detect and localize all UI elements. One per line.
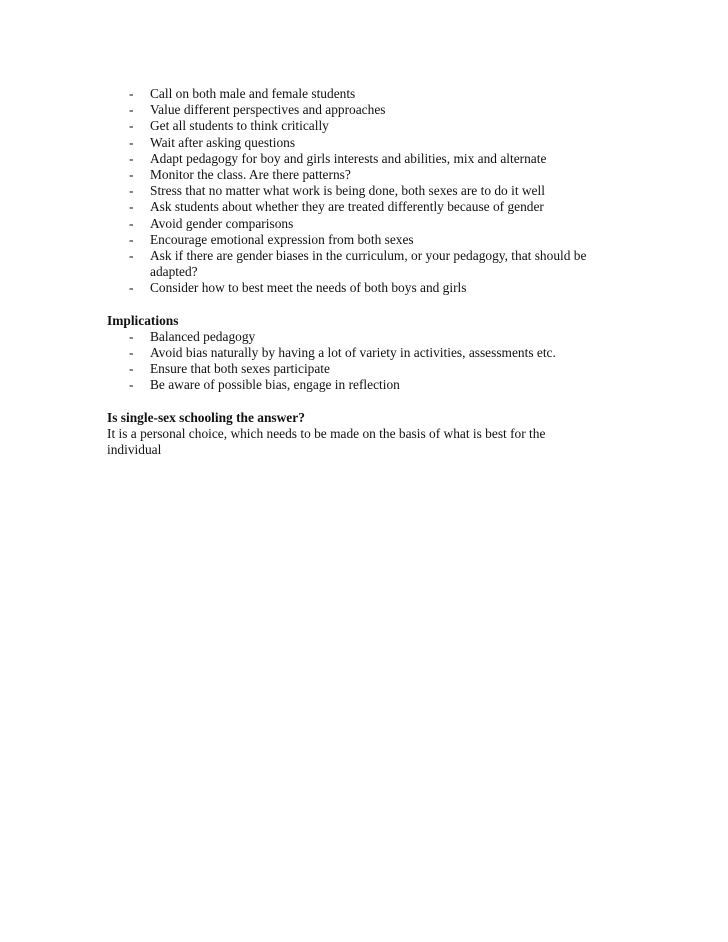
list-item <box>107 118 627 134</box>
section-spacer <box>107 297 627 313</box>
list-item <box>107 361 627 377</box>
section-spacer <box>107 394 627 410</box>
dash-bullet: - <box>129 377 134 393</box>
list-item <box>107 86 627 102</box>
list-item-text: Avoid bias naturally by having a lot of variety in activities, assessments etc. <box>150 345 556 361</box>
list-item-text: Avoid gender comparisons <box>150 215 294 231</box>
dash-bullet: - <box>129 118 134 134</box>
list-item-text: Encourage emotional expression from both sexes <box>150 231 414 247</box>
list-item <box>107 216 627 232</box>
dash-bullet: - <box>129 150 134 166</box>
dash-bullet: - <box>129 361 134 377</box>
list-item-text: Consider how to best meet the needs of both boys and girls <box>150 280 467 296</box>
list-item-text: Be aware of possible bias, engage in reflection <box>150 377 400 393</box>
dash-bullet: - <box>129 231 134 247</box>
list-item <box>107 232 627 248</box>
dash-bullet: - <box>129 280 134 296</box>
list-item <box>107 151 627 167</box>
list-item <box>107 377 627 393</box>
dash-bullet: - <box>129 328 134 344</box>
list-item-text: Ask if there are gender biases in the curriculum, or your pedagogy, that should be adapted? <box>150 248 587 280</box>
list-item <box>107 280 627 296</box>
dash-bullet: - <box>129 183 134 199</box>
list-item <box>107 248 627 280</box>
list-item-text: Value different perspectives and approaches <box>150 102 386 118</box>
list-item-text: Monitor the class. Are there patterns? <box>150 167 351 183</box>
dash-bullet: - <box>129 134 134 150</box>
list-item <box>107 135 627 151</box>
list-item <box>107 329 627 345</box>
list-item <box>107 199 627 215</box>
list-item-text: Stress that no matter what work is being done, both sexes are to do it well <box>150 183 545 199</box>
implications-list <box>107 329 627 394</box>
dash-bullet: - <box>129 215 134 231</box>
implications-heading: Implications <box>107 312 179 328</box>
single-sex-heading: Is single-sex schooling the answer? <box>107 409 305 425</box>
dash-bullet: - <box>129 345 134 361</box>
strategies-list <box>107 86 627 297</box>
list-item <box>107 167 627 183</box>
list-item-text: Adapt pedagogy for boy and girls interests and abilities, mix and alternate <box>150 150 547 166</box>
single-sex-paragraph: It is a personal choice, which needs to be made on the basis of what is best for the individual <box>107 425 546 458</box>
list-item-text: Balanced pedagogy <box>150 328 256 344</box>
list-item <box>107 102 627 118</box>
list-item <box>107 183 627 199</box>
document-content <box>107 86 627 458</box>
list-item-text: Get all students to think critically <box>150 118 329 134</box>
dash-bullet: - <box>129 167 134 183</box>
list-item <box>107 345 627 361</box>
list-item-text: Call on both male and female students <box>150 86 356 101</box>
list-item-text: Ask students about whether they are treated differently because of gender <box>150 199 544 215</box>
dash-bullet: - <box>129 102 134 118</box>
dash-bullet: - <box>129 248 134 264</box>
dash-bullet: - <box>129 86 134 101</box>
list-item-text: Ensure that both sexes participate <box>150 361 330 377</box>
dash-bullet: - <box>129 199 134 215</box>
list-item-text: Wait after asking questions <box>150 134 296 150</box>
